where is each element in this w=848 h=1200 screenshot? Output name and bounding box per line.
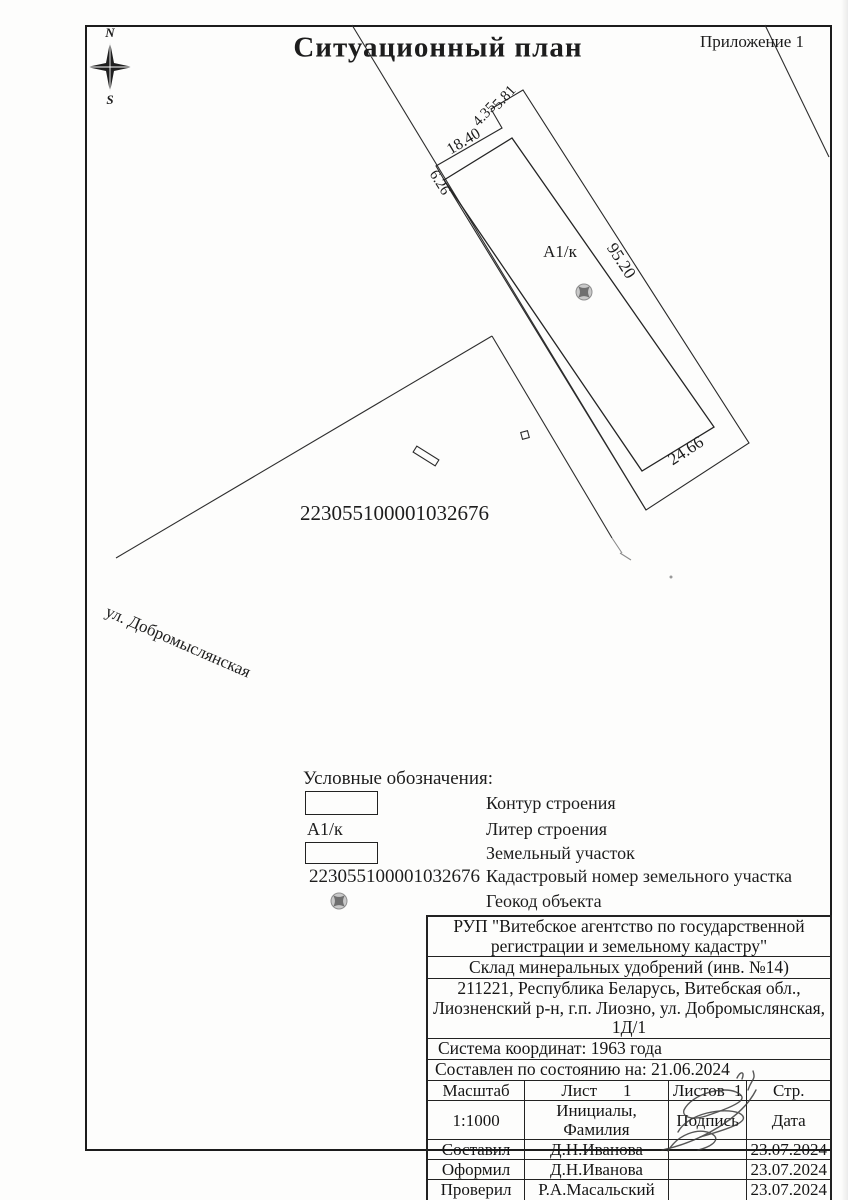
coordinate-system-cell: [427, 1038, 831, 1059]
object-name-cell: Склад минеральных удобрений (инв. №14): [427, 957, 831, 979]
dimension-top-end: 5.81: [489, 82, 520, 113]
sheet-header-cell: [525, 1080, 669, 1100]
legend-land-parcel-symbol: [305, 842, 378, 864]
small-structure-marker: [521, 431, 530, 440]
compass-south-label: S: [106, 92, 114, 107]
building-contour: [444, 138, 714, 471]
role-cell: Составил: [427, 1140, 525, 1160]
scan-edge-shading: [841, 0, 848, 1200]
boundary-tick: [620, 553, 631, 560]
sheets-header-cell: [668, 1080, 747, 1100]
title-block-table: [426, 915, 832, 1200]
address-cell: 211221, Республика Беларусь, Витебская обл., Лиозненский р-н, г.п. Лиозно, ул. Добромыслянская, 1Д/1: [427, 979, 831, 1039]
name-header-cell: Инициалы, Фамилия: [525, 1101, 669, 1140]
compass-rose-icon: [87, 42, 133, 92]
title-block: [426, 915, 832, 1200]
dimension-west-end: 6.26: [425, 167, 454, 199]
name-cell: Р.А.Масальский: [525, 1180, 669, 1200]
annex-label: Приложение 1: [700, 32, 804, 51]
scale-value-cell: 1:1000: [427, 1101, 525, 1140]
street-label: ул. Добромыслянская: [102, 601, 254, 682]
table-row: [427, 1140, 831, 1160]
table-row: [427, 1180, 831, 1200]
name-cell: Д.Н.Иванова: [525, 1140, 669, 1160]
date-header-cell: Дата: [747, 1101, 831, 1140]
coordinate-system-value: 1963 года: [590, 1038, 662, 1059]
geocode-icon: [573, 281, 596, 304]
date-cell: 23.07.2024: [747, 1140, 831, 1160]
boundary-lines: [116, 25, 829, 560]
sheets-number: 1: [733, 1080, 743, 1100]
dimension-east-side: 95.20: [603, 239, 640, 282]
sheet-header: Лист: [561, 1080, 598, 1100]
shed-contour: [413, 446, 439, 466]
legend-cadastral-number-symbol: 223055100001032676: [309, 866, 480, 887]
compiled-date: 21.06.2024: [651, 1059, 730, 1080]
legend-geocode-icon: [328, 890, 351, 913]
date-cell: 23.07.2024: [747, 1180, 831, 1200]
legend-building-contour-symbol: [305, 791, 378, 815]
table-row: [427, 1160, 831, 1180]
dimension-top-step: 4.35: [469, 99, 500, 130]
legend-item-label: Геокод объекта: [486, 891, 602, 911]
boundary-line-faint: [612, 538, 622, 553]
role-cell: Оформил: [427, 1160, 525, 1180]
legend-item-label: Земельный участок: [486, 843, 635, 863]
compiled-label: Составлен по состоянию на:: [435, 1059, 647, 1080]
signature-cell: [668, 1140, 747, 1160]
boundary-line-inner: [492, 336, 612, 538]
name-cell: Д.Н.Иванова: [525, 1160, 669, 1180]
agency-cell: РУП "Витебское агентство по государственной регистрации и земельному кадастру": [427, 916, 831, 957]
legend-heading: Условные обозначения:: [303, 768, 494, 789]
compiled-date-cell: [427, 1059, 831, 1080]
legend-item-label: Контур строения: [486, 793, 616, 813]
page-title: Ситуационный план: [293, 31, 583, 64]
legend-building-letter-symbol: А1/к: [307, 819, 343, 839]
coordinate-system-label: Система координат:: [438, 1038, 587, 1059]
scale-header-cell: Масштаб: [427, 1080, 525, 1100]
cadastral-number-label: 223055100001032676: [300, 501, 489, 525]
building-label: А1/к: [543, 242, 577, 261]
sheet-number: 1: [623, 1080, 632, 1100]
dimension-top-width: 18.40: [443, 125, 484, 159]
page-header-cell: Стр.: [747, 1080, 831, 1100]
signature-cell: [668, 1180, 747, 1200]
date-cell: 23.07.2024: [747, 1160, 831, 1180]
scan-dot: [670, 576, 673, 579]
legend-item-label: Кадастровый номер земельного участка: [486, 866, 792, 886]
signature-header-cell: Подпись: [668, 1101, 747, 1140]
signature-cell: [668, 1160, 747, 1180]
dimension-south-side: 24.66: [664, 432, 707, 469]
legend-item-label: Литер строения: [486, 819, 608, 839]
sheets-header: Листов: [672, 1080, 725, 1100]
role-cell: Проверил: [427, 1180, 525, 1200]
compass-north-label: N: [105, 25, 115, 40]
